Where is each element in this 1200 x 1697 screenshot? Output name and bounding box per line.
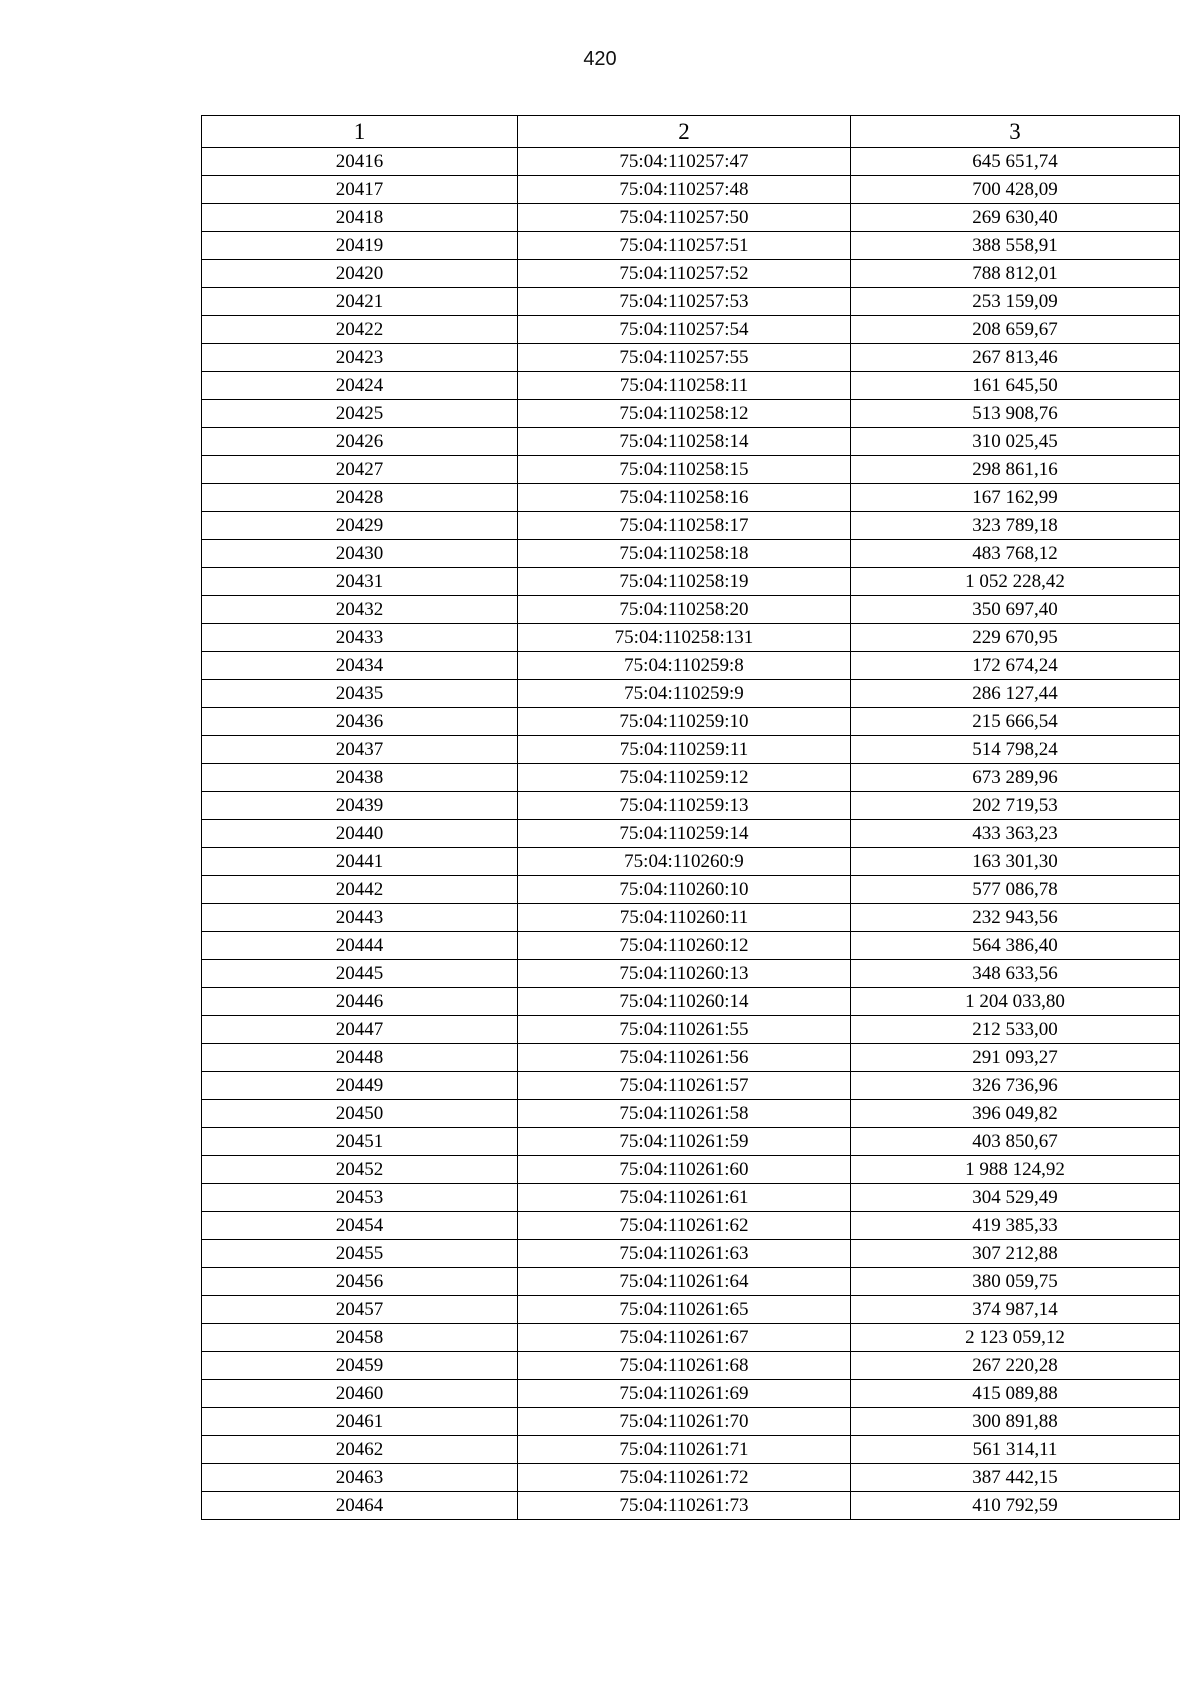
cadastral-number-cell: 75:04:110257:52 [518,260,851,288]
table-row [202,736,1180,764]
row-number-cell: 20443 [202,904,518,932]
cadastral-number-cell: 75:04:110261:58 [518,1100,851,1128]
row-number-cell: 20448 [202,1044,518,1072]
table-row [202,960,1180,988]
value-cell: 253 159,09 [851,288,1180,316]
cadastral-number-cell: 75:04:110259:9 [518,680,851,708]
value-cell: 232 943,56 [851,904,1180,932]
cadastral-number-cell: 75:04:110261:72 [518,1464,851,1492]
table-row [202,316,1180,344]
table-row [202,988,1180,1016]
table-row [202,1128,1180,1156]
table-row [202,1492,1180,1520]
table-row [202,1156,1180,1184]
row-number-cell: 20418 [202,204,518,232]
table-row [202,876,1180,904]
row-number-cell: 20425 [202,400,518,428]
cadastral-number-cell: 75:04:110261:63 [518,1240,851,1268]
value-cell: 1 052 228,42 [851,568,1180,596]
cadastral-number-cell: 75:04:110261:64 [518,1268,851,1296]
row-number-cell: 20463 [202,1464,518,1492]
cadastral-number-cell: 75:04:110257:54 [518,316,851,344]
value-cell: 700 428,09 [851,176,1180,204]
value-cell: 513 908,76 [851,400,1180,428]
row-number-cell: 20444 [202,932,518,960]
value-cell: 673 289,96 [851,764,1180,792]
table-row [202,540,1180,568]
cadastral-number-cell: 75:04:110261:56 [518,1044,851,1072]
table-row [202,344,1180,372]
row-number-cell: 20429 [202,512,518,540]
row-number-cell: 20451 [202,1128,518,1156]
value-cell: 304 529,49 [851,1184,1180,1212]
cadastral-number-cell: 75:04:110258:16 [518,484,851,512]
value-cell: 396 049,82 [851,1100,1180,1128]
table-row [202,652,1180,680]
cadastral-number-cell: 75:04:110260:11 [518,904,851,932]
header-row [202,116,1180,148]
row-number-cell: 20439 [202,792,518,820]
row-number-cell: 20455 [202,1240,518,1268]
cadastral-number-cell: 75:04:110260:12 [518,932,851,960]
value-cell: 286 127,44 [851,680,1180,708]
cadastral-number-cell: 75:04:110258:17 [518,512,851,540]
table-row [202,484,1180,512]
row-number-cell: 20417 [202,176,518,204]
value-cell: 514 798,24 [851,736,1180,764]
table-row [202,1268,1180,1296]
cadastral-number-cell: 75:04:110258:131 [518,624,851,652]
value-cell: 229 670,95 [851,624,1180,652]
cadastral-number-cell: 75:04:110261:68 [518,1352,851,1380]
value-cell: 564 386,40 [851,932,1180,960]
value-cell: 326 736,96 [851,1072,1180,1100]
value-cell: 2 123 059,12 [851,1324,1180,1352]
table-row [202,204,1180,232]
table-row [202,1212,1180,1240]
table-row [202,624,1180,652]
cadastral-number-cell: 75:04:110257:53 [518,288,851,316]
row-number-cell: 20464 [202,1492,518,1520]
cadastral-number-cell: 75:04:110261:73 [518,1492,851,1520]
row-number-cell: 20440 [202,820,518,848]
value-cell: 645 651,74 [851,148,1180,176]
value-cell: 433 363,23 [851,820,1180,848]
table-row [202,260,1180,288]
table-row [202,708,1180,736]
value-cell: 483 768,12 [851,540,1180,568]
row-number-cell: 20432 [202,596,518,624]
table-row [202,680,1180,708]
cadastral-number-cell: 75:04:110261:69 [518,1380,851,1408]
cadastral-number-cell: 75:04:110258:12 [518,400,851,428]
data-table-container [201,115,1179,1520]
value-cell: 388 558,91 [851,232,1180,260]
value-cell: 269 630,40 [851,204,1180,232]
table-row [202,372,1180,400]
table-row [202,428,1180,456]
table-row [202,456,1180,484]
table-row [202,820,1180,848]
value-cell: 387 442,15 [851,1464,1180,1492]
cadastral-number-cell: 75:04:110261:71 [518,1436,851,1464]
table-body [202,148,1180,1520]
cadastral-number-cell: 75:04:110257:51 [518,232,851,260]
row-number-cell: 20428 [202,484,518,512]
table-row [202,288,1180,316]
cadastral-number-cell: 75:04:110258:18 [518,540,851,568]
row-number-cell: 20442 [202,876,518,904]
cadastral-number-cell: 75:04:110261:60 [518,1156,851,1184]
row-number-cell: 20459 [202,1352,518,1380]
value-cell: 310 025,45 [851,428,1180,456]
table-row [202,596,1180,624]
cadastral-number-cell: 75:04:110258:19 [518,568,851,596]
value-cell: 374 987,14 [851,1296,1180,1324]
table-row [202,1072,1180,1100]
value-cell: 380 059,75 [851,1268,1180,1296]
cadastral-number-cell: 75:04:110261:65 [518,1296,851,1324]
table-row [202,1324,1180,1352]
value-cell: 300 891,88 [851,1408,1180,1436]
table-row [202,1408,1180,1436]
value-cell: 298 861,16 [851,456,1180,484]
value-cell: 208 659,67 [851,316,1180,344]
value-cell: 415 089,88 [851,1380,1180,1408]
row-number-cell: 20449 [202,1072,518,1100]
row-number-cell: 20416 [202,148,518,176]
cadastral-number-cell: 75:04:110261:70 [518,1408,851,1436]
row-number-cell: 20434 [202,652,518,680]
row-number-cell: 20431 [202,568,518,596]
value-cell: 212 533,00 [851,1016,1180,1044]
row-number-cell: 20430 [202,540,518,568]
table-row [202,1184,1180,1212]
page-number: 420 [583,48,617,70]
table-row [202,148,1180,176]
value-cell: 577 086,78 [851,876,1180,904]
cadastral-number-cell: 75:04:110257:50 [518,204,851,232]
value-cell: 291 093,27 [851,1044,1180,1072]
cadastral-number-cell: 75:04:110259:10 [518,708,851,736]
cadastral-number-cell: 75:04:110259:8 [518,652,851,680]
row-number-cell: 20423 [202,344,518,372]
table-row [202,1436,1180,1464]
table-row [202,568,1180,596]
cadastral-number-cell: 75:04:110260:9 [518,848,851,876]
cadastral-number-cell: 75:04:110261:55 [518,1016,851,1044]
cadastral-number-cell: 75:04:110261:59 [518,1128,851,1156]
cadastral-number-cell: 75:04:110258:14 [518,428,851,456]
row-number-cell: 20422 [202,316,518,344]
data-table [201,115,1180,1520]
row-number-cell: 20456 [202,1268,518,1296]
table-row [202,1240,1180,1268]
value-cell: 410 792,59 [851,1492,1180,1520]
row-number-cell: 20458 [202,1324,518,1352]
cadastral-number-cell: 75:04:110257:55 [518,344,851,372]
value-cell: 215 666,54 [851,708,1180,736]
value-cell: 788 812,01 [851,260,1180,288]
column-header-3: 3 [851,116,1180,148]
cadastral-number-cell: 75:04:110261:57 [518,1072,851,1100]
value-cell: 403 850,67 [851,1128,1180,1156]
row-number-cell: 20446 [202,988,518,1016]
table-row [202,1044,1180,1072]
table-row [202,1296,1180,1324]
cadastral-number-cell: 75:04:110257:48 [518,176,851,204]
table-header [202,116,1180,148]
row-number-cell: 20454 [202,1212,518,1240]
row-number-cell: 20453 [202,1184,518,1212]
row-number-cell: 20441 [202,848,518,876]
cadastral-number-cell: 75:04:110259:12 [518,764,851,792]
value-cell: 1 988 124,92 [851,1156,1180,1184]
row-number-cell: 20450 [202,1100,518,1128]
row-number-cell: 20460 [202,1380,518,1408]
row-number-cell: 20445 [202,960,518,988]
table-row [202,848,1180,876]
row-number-cell: 20435 [202,680,518,708]
value-cell: 202 719,53 [851,792,1180,820]
row-number-cell: 20438 [202,764,518,792]
row-number-cell: 20426 [202,428,518,456]
value-cell: 348 633,56 [851,960,1180,988]
value-cell: 163 301,30 [851,848,1180,876]
table-row [202,512,1180,540]
row-number-cell: 20462 [202,1436,518,1464]
cadastral-number-cell: 75:04:110259:11 [518,736,851,764]
cadastral-number-cell: 75:04:110258:20 [518,596,851,624]
table-row [202,1380,1180,1408]
value-cell: 419 385,33 [851,1212,1180,1240]
value-cell: 161 645,50 [851,372,1180,400]
row-number-cell: 20447 [202,1016,518,1044]
row-number-cell: 20427 [202,456,518,484]
value-cell: 267 220,28 [851,1352,1180,1380]
row-number-cell: 20419 [202,232,518,260]
table-row [202,932,1180,960]
cadastral-number-cell: 75:04:110258:11 [518,372,851,400]
value-cell: 267 813,46 [851,344,1180,372]
value-cell: 307 212,88 [851,1240,1180,1268]
cadastral-number-cell: 75:04:110260:14 [518,988,851,1016]
cadastral-number-cell: 75:04:110257:47 [518,148,851,176]
row-number-cell: 20424 [202,372,518,400]
row-number-cell: 20437 [202,736,518,764]
column-header-2: 2 [518,116,851,148]
value-cell: 350 697,40 [851,596,1180,624]
table-row [202,400,1180,428]
table-row [202,1100,1180,1128]
value-cell: 167 162,99 [851,484,1180,512]
table-row [202,176,1180,204]
table-row [202,1464,1180,1492]
value-cell: 1 204 033,80 [851,988,1180,1016]
column-header-1: 1 [202,116,518,148]
cadastral-number-cell: 75:04:110261:67 [518,1324,851,1352]
table-row [202,764,1180,792]
cadastral-number-cell: 75:04:110260:10 [518,876,851,904]
cadastral-number-cell: 75:04:110261:61 [518,1184,851,1212]
cadastral-number-cell: 75:04:110259:14 [518,820,851,848]
row-number-cell: 20436 [202,708,518,736]
table-row [202,904,1180,932]
row-number-cell: 20421 [202,288,518,316]
table-row [202,1352,1180,1380]
table-row [202,792,1180,820]
row-number-cell: 20452 [202,1156,518,1184]
row-number-cell: 20433 [202,624,518,652]
table-row [202,1016,1180,1044]
value-cell: 172 674,24 [851,652,1180,680]
table-row [202,232,1180,260]
cadastral-number-cell: 75:04:110261:62 [518,1212,851,1240]
cadastral-number-cell: 75:04:110258:15 [518,456,851,484]
cadastral-number-cell: 75:04:110259:13 [518,792,851,820]
row-number-cell: 20457 [202,1296,518,1324]
cadastral-number-cell: 75:04:110260:13 [518,960,851,988]
value-cell: 323 789,18 [851,512,1180,540]
row-number-cell: 20461 [202,1408,518,1436]
row-number-cell: 20420 [202,260,518,288]
value-cell: 561 314,11 [851,1436,1180,1464]
